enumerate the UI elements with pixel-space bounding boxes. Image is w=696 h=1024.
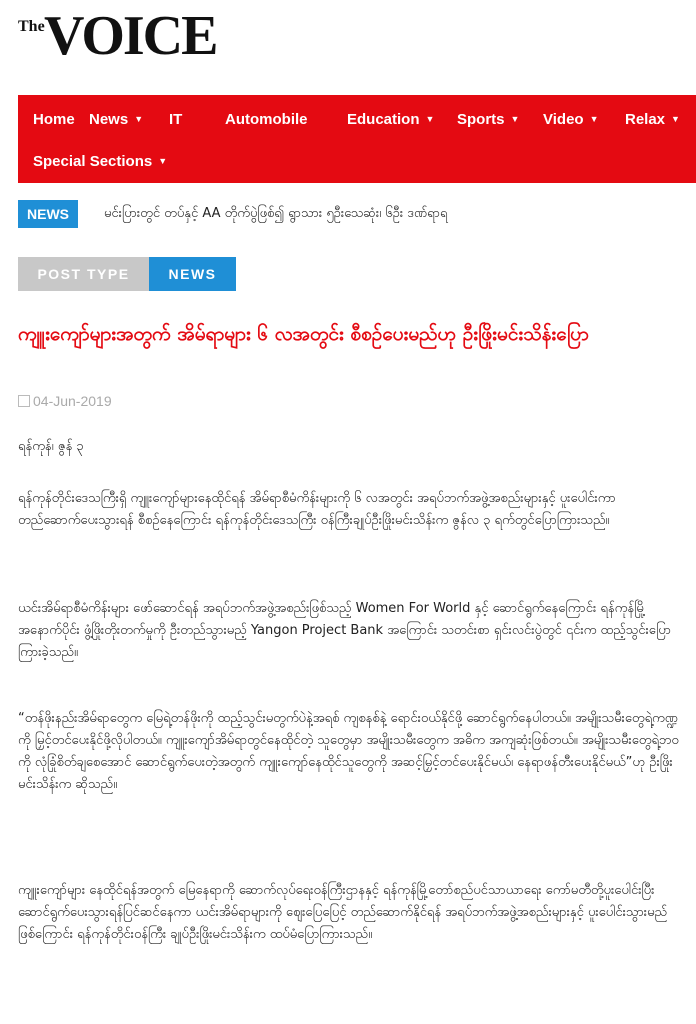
post-type-label: POST TYPE [18,257,149,291]
article-paragraph: ကျူးကျော်များ နေထိုင်ရန်အတွက် မြေနေရာကို ဆောက်လုပ်ရေးဝန်ကြီးဌာနနှင့် ရန်ကုန်မြို့တော်စည်ပင်သာယာရေး ကော်မတီတို့ပူးပေါင်းပြီး ဆောင်ရွက်ပေးသွားရန်ပြင်ဆင်နေကာ ယင်းအိမ်ရာများကို ဈေးပြေပြေင့် တည်ဆောက်နိုင်ရန် အရပ်ဘက်အဖွဲ့အစည်းများနှင့် ပူးပေါင်းသွားမည်ဖြစ်ကြောင်း ရန်ကုန်တိုင်းဝန်ကြီး ချုပ်ဦးဖြိုးမင်းသိန်းက ထပ်မံပြောကြားသည်။ [18,883,668,942]
nav-item-relax[interactable] [625,111,680,128]
logo-wordmark: VOICE [44,5,217,67]
chevron-down-icon: ▼ [671,114,680,124]
article-paragraph: ရန်ကုန်တိုင်းဒေသကြီးရှိ ကျူးကျော်များနေထိုင်ရန် အိမ်ရာစီမံကိန်းများကို ၆ လအတွင်း အရပ်ဘက်အဖွဲ့အစည်းများနှင့် ပူးပေါင်းကာ တည်ဆောက်ပေးသွားရန် စီစဉ်နေကြောင်း ရန်ကုန်တိုင်းဒေသကြီး ဝန်ကြီးချုပ်ဦးဖြိုးမင်းသိန်းက ဇွန်လ ၃ ရက်တွင်ပြောကြားသည်။ [18,491,616,528]
chevron-down-icon: ▼ [510,114,520,124]
calendar-icon [18,395,30,407]
nav-label: IT [169,111,183,128]
chevron-down-icon: ▼ [589,114,599,124]
news-ticker [18,200,696,230]
nav-item-education[interactable] [347,111,434,128]
article-title: ကျူးကျော်များအတွက် အိမ်ရာများ ၆ လအတွင်း စီစဉ်ပေးမည်ဟု ဦးဖြိုးမင်းသိန်းပြော [18,323,589,345]
nav-item-sports[interactable] [457,111,519,128]
nav-label: Relax [625,111,666,128]
nav-label: Sports [457,111,505,128]
article-paragraph: “တန်ဖိုးနည်းအိမ်ရာတွေက မြေရဲ့တန်ဖိုးကို ထည့်သွင်းမတွက်ပဲနဲ့အရစ် ကျစနစ်နဲ့ ရောင်းဝယ်နိုင်ဖို့ ဆောင်ရွက်နေပါတယ်။ အမျိုးသမီးတွေရဲ့ကဏ္ဍကို မြှင့်တင်ပေးနိုင်ဖို့လိုပါတယ်။ ကျူးကျော်အိမ်ရာတွင်နေထိုင်တဲ့ သူတွေမှာ အမျိုးသမီးတွေက အဓိက အကျဆုံးဖြစ်တယ်။ အမျိုးသမီးတွေရဲ့ဘဝကို လုံခြုံစိတ်ချစေအောင် ဆောင်ရွက်ပေးတဲ့အတွက် ကျူးကျော်နေထိုင်သူတွေကို အဆင့်မြှင့်တင်ပေးနိုင်မယ်၊ နေရာဖန်တီးပေးနိုင်မယ်”ဟု ဦးဖြိုးမင်းသိန်းက ဆိုသည်။ [18,711,679,792]
nav-item-special-sections[interactable] [33,153,167,170]
nav-item-automobile[interactable] [225,111,308,128]
ticker-headline[interactable]: မင်းပြားတွင် တပ်နှင့် AA တိုက်ပွဲဖြစ်၍ ရွာသား ၅ဦးသေဆုံး၊ ၆ဦး ဒဏ်ရာရ [104,206,448,221]
article-dateline: ရန်ကုန်၊ ဇွန် ၃ [18,439,84,454]
nav-item-video[interactable] [543,111,599,128]
category-tag[interactable]: NEWS [149,257,236,291]
article-paragraph: ယင်းအိမ်ရာစီမံကိန်းများ ဖော်ဆောင်ရန် အရပ်ဘက်အဖွဲ့အစည်းဖြစ်သည့် Women For World နှင့် ဆောင်ရွက်နေကြောင်း ရန်ကုန်မြို့အနောက်ပိုင်း ဖွံ့ဖြိုးတိုးတက်မှုကို ဦးတည်သွားမည့် Yangon Project Bank အကြောင်း သတင်းစာ ရှင်းလင်းပွဲတွင် ၎င်းက ထည့်သွင်းပြောကြားခဲ့သည်။ [18,601,672,660]
nav-label: Special Sections [33,153,153,170]
chevron-down-icon: ▼ [425,114,435,124]
main-nav [18,95,696,183]
article-date [18,393,112,409]
logo-prefix: The [18,18,45,35]
nav-item-home[interactable] [33,111,75,128]
date-text: 04-Jun-2019 [33,393,112,409]
nav-item-it[interactable] [169,111,182,128]
nav-label: Automobile [225,111,308,128]
nav-label: Education [347,111,420,128]
chevron-down-icon: ▼ [134,114,144,124]
nav-label: Home [33,111,75,128]
nav-item-news[interactable] [89,111,143,128]
nav-label: News [89,111,129,128]
chevron-down-icon: ▼ [158,156,168,166]
site-logo[interactable] [18,5,258,74]
ticker-badge: NEWS [18,200,78,228]
nav-label: Video [543,111,584,128]
